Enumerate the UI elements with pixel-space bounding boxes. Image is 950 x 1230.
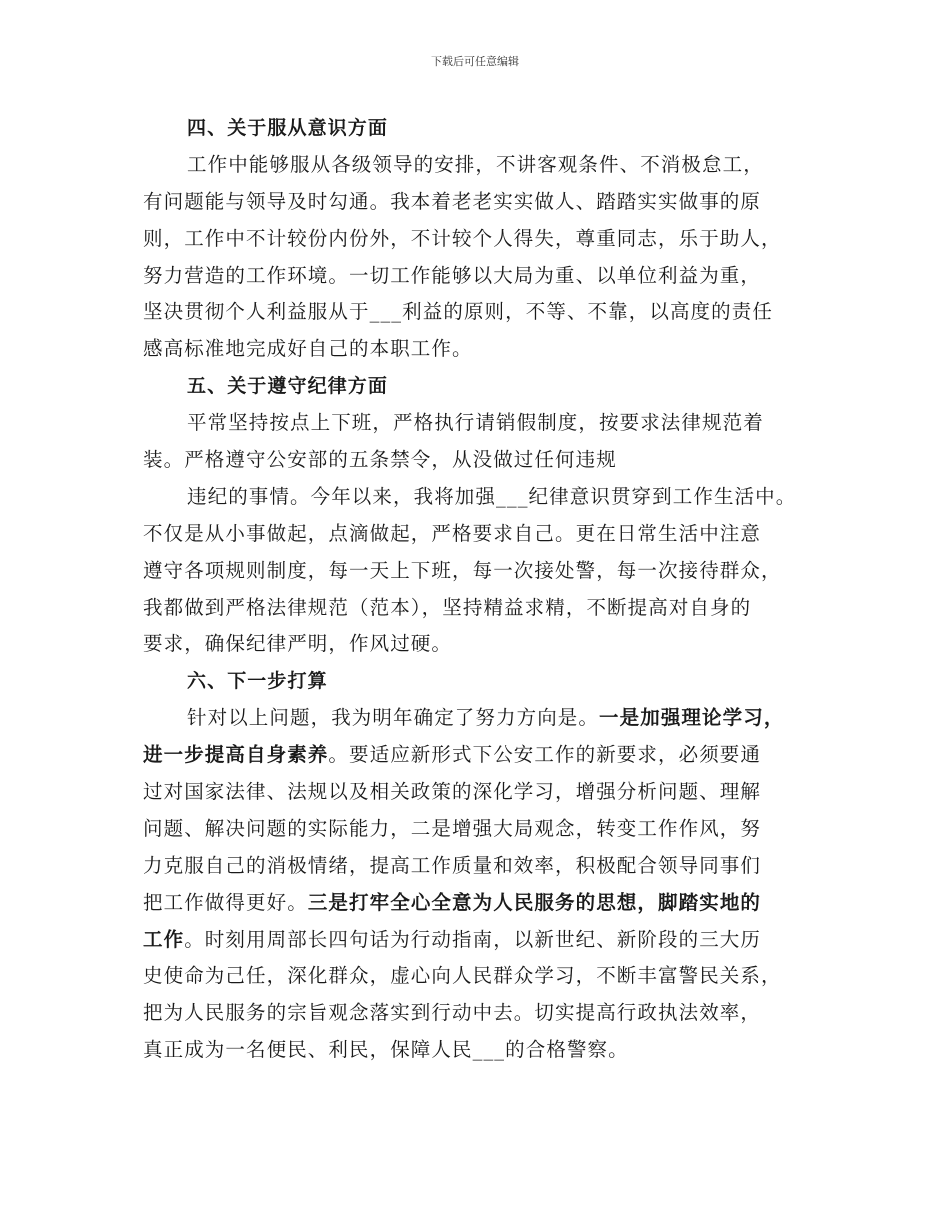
paragraph-line: 装。严格遵守公安部的五条禁令，从没做过任何违规 — [143, 448, 617, 472]
plain-text: 针对以上问题，我为明年确定了努力方向是。 — [187, 706, 600, 730]
bold-text: 进一步提高自身素养 — [143, 743, 329, 767]
paragraph-line: 有问题能与领导及时勾通。我本着老老实实做人、踏踏实实做事的原 — [143, 189, 762, 213]
paragraph-line: 感高标准地完成好自己的本职工作。 — [143, 337, 473, 361]
section-heading: 四、关于服从意识方面 — [187, 117, 389, 139]
section-heading: 六、下一步打算 — [187, 670, 328, 693]
plain-text: 把工作做得更好。 — [143, 890, 308, 914]
paragraph-line: 遵守各项规则制度，每一天上下班，每一次接处警，每一次接待群众， — [143, 558, 782, 582]
paragraph-line — [143, 737, 823, 774]
paragraph-line: 违纪的事情。今年以来，我将加强___纪律意识贯穿到工作生活中。 — [187, 484, 797, 508]
plain-text: 。时刻用周部长四句话为行动指南，以新世纪、新阶段的三大历 — [184, 927, 762, 951]
paragraph-line: 史使命为己任，深化群众，虚心向人民群众学习，不断丰富警民关系， — [143, 964, 782, 988]
paragraph-line — [143, 885, 823, 922]
section-heading: 五、关于遵守纪律方面 — [187, 375, 389, 398]
paragraph-line: 力克服自己的消极情绪，提高工作质量和效率，积极配合领导同事们 — [143, 853, 762, 877]
paragraph-line: 过对国家法律、法规以及相关政策的深化学习，增强分析问题、理解 — [143, 780, 762, 804]
paragraph-line: 问题、解决问题的实际能力，二是增强大局观念，转变工作作风，努 — [143, 816, 762, 840]
paragraph-line: 不仅是从小事做起，点滴做起，严格要求自己。更在日常生活中注意 — [143, 521, 762, 545]
bold-text: 一是加强理论学习， — [599, 706, 785, 730]
page-header-note: 下载后可任意编辑 — [431, 55, 519, 68]
bold-text: 工作 — [143, 927, 185, 951]
plain-text: 。要适应新形式下公安工作的新要求，必须要通 — [328, 743, 762, 767]
paragraph-line: 平常坚持按点上下班，严格执行请销假制度，按要求法律规范着 — [187, 411, 764, 435]
paragraph-line: 要求，确保纪律严明，作风过硬。 — [143, 632, 453, 656]
paragraph-line: 把为人民服务的宗旨观念落实到行动中去。切实提高行政执法效率， — [143, 1001, 762, 1025]
paragraph-line: 工作中能够服从各级领导的安排，不讲客观条件、不消极怠工， — [187, 152, 764, 176]
paragraph-line — [143, 922, 823, 959]
paragraph-line: 真正成为一名便民、利民，保障人民___的合格警察。 — [143, 1038, 629, 1062]
document-body — [143, 110, 823, 1069]
paragraph-line — [143, 700, 823, 737]
paragraph-line: 我都做到严格法律规范（范本），坚持精益求精，不断提高对自身的 — [143, 595, 752, 619]
paragraph-line: 则，工作中不计较份内份外，不计较个人得失，尊重同志，乐于助人， — [143, 226, 782, 250]
paragraph-line: 坚决贯彻个人利益服从于___利益的原则，不等、不靠，以高度的责任 — [143, 300, 773, 324]
paragraph-line: 努力营造的工作环境。一切工作能够以大局为重、以单位利益为重， — [143, 263, 762, 287]
bold-text: 三是打牢全心全意为人民服务的思想，脚踏实地的 — [307, 890, 762, 914]
